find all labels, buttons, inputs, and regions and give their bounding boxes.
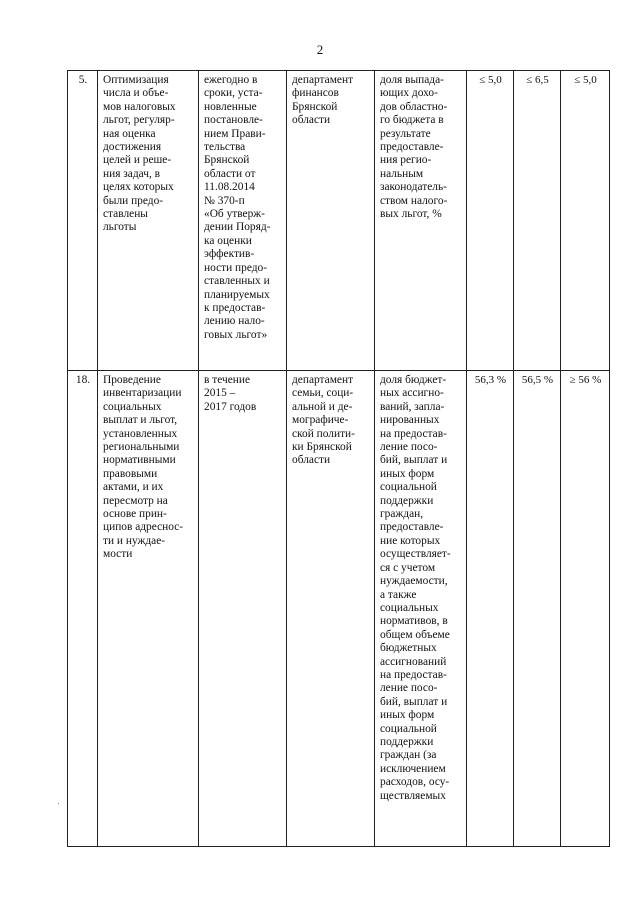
cell-line: области от xyxy=(204,167,256,180)
cell-line: постановле- xyxy=(204,114,263,127)
cell-line: Оптимизация xyxy=(103,74,169,86)
page-number: 2 xyxy=(316,42,324,57)
cell-line: ставлены xyxy=(103,208,148,221)
cell-line: ципов адреснос- xyxy=(103,521,184,534)
deadline-cell xyxy=(199,71,287,371)
cell-line: ассигнований xyxy=(380,655,447,668)
cell-line: социальной xyxy=(380,722,437,735)
cell-line: ния регио- xyxy=(380,154,432,167)
cell-line: результате xyxy=(380,127,431,140)
cell-line: бюджетных xyxy=(380,642,437,655)
cell-line: Брянской xyxy=(204,154,250,167)
cell-line: мографиче- xyxy=(292,414,349,427)
cell-line: региональными xyxy=(103,441,180,454)
cell-line: поддержки xyxy=(380,735,434,748)
cell-line: 2017 годов xyxy=(204,400,257,413)
cell-line: ющих дохо- xyxy=(380,87,438,100)
cell-line: расходов, осу- xyxy=(380,776,450,789)
cell-line: социальной xyxy=(380,481,437,494)
cell-line: финансов xyxy=(292,87,339,100)
row-number-cell: 18. xyxy=(68,371,98,847)
cell-line: департамент xyxy=(292,374,354,386)
cell-line: семьи, соци- xyxy=(292,387,354,400)
row-number-cell: 5. xyxy=(68,71,98,371)
cell-line: целей и реше- xyxy=(103,154,172,167)
cell-line: на предостав- xyxy=(380,427,447,440)
table-row xyxy=(68,71,610,371)
cell-line: альной и де- xyxy=(292,400,353,413)
cell-line: Брянской xyxy=(292,100,338,113)
cell-line: ление посо- xyxy=(380,682,438,695)
cell-line: ния задач, в xyxy=(103,167,161,180)
cell-line: выплат и льгот, xyxy=(103,414,178,427)
cell-line: Проведение xyxy=(103,374,161,386)
cell-line: основе прин- xyxy=(103,508,167,521)
cell-line: осуществляет- xyxy=(380,548,451,561)
cell-line: области xyxy=(292,454,331,467)
cell-line: иных форм xyxy=(380,467,435,480)
cell-line: «Об утверж- xyxy=(204,208,265,221)
executor-cell xyxy=(287,71,375,371)
cell-line: ка оценки xyxy=(204,234,252,247)
measure-cell xyxy=(98,71,199,371)
cell-line: предоставле- xyxy=(380,521,444,534)
value-2016-cell: ≤ 6,5 xyxy=(514,71,561,371)
cell-line: социальных xyxy=(380,601,439,614)
cell-line: тельства xyxy=(204,141,246,154)
scan-speck xyxy=(58,803,59,804)
cell-line: новленные xyxy=(204,100,257,113)
cell-line: планируемых xyxy=(204,288,270,301)
value-2017-cell: ≤ 5,0 xyxy=(561,71,610,371)
cell-line: нированных xyxy=(380,414,440,427)
cell-line: департамент xyxy=(292,74,354,86)
cell-line: общем объеме xyxy=(380,628,450,641)
cell-line: ние которых xyxy=(380,534,441,547)
table-row xyxy=(68,371,610,847)
cell-line: ности предо- xyxy=(204,261,268,274)
cell-line: бий, выплат и xyxy=(380,454,448,467)
cell-line: сроки, уста- xyxy=(204,87,263,100)
cell-line: граждан (за xyxy=(380,749,437,762)
cell-line: 2015 – xyxy=(204,387,236,400)
table-body xyxy=(68,71,610,847)
cell-line: ством налого- xyxy=(380,194,448,207)
cell-line: бий, выплат и xyxy=(380,695,448,708)
cell-line: правовыми xyxy=(103,467,158,480)
cell-line: доля выпада- xyxy=(380,74,444,86)
cell-line: льгот, регуляр- xyxy=(103,114,175,127)
cell-line: нальным xyxy=(380,167,424,180)
cell-line: ежегодно в xyxy=(204,74,258,86)
cell-line: ся с учетом xyxy=(380,561,436,574)
cell-line: иных форм xyxy=(380,709,435,722)
cell-line: ти и нуждае- xyxy=(103,534,166,547)
value-2016-cell: 56,5 % xyxy=(514,371,561,847)
cell-line: дов областно- xyxy=(380,100,448,113)
cell-line: говых льгот» xyxy=(204,328,268,341)
cell-line: нуждаемости, xyxy=(380,575,448,588)
cell-line: а также xyxy=(380,588,417,601)
cell-line: ная оценка xyxy=(103,127,156,140)
value-2015-cell: 56,3 % xyxy=(467,371,514,847)
cell-line: № 370-п xyxy=(204,194,245,207)
cell-line: к предостав- xyxy=(204,301,266,314)
cell-line: были предо- xyxy=(103,194,164,207)
cell-line: исключением xyxy=(380,762,446,775)
cell-line: льготы xyxy=(103,221,137,234)
measures-table xyxy=(67,70,610,847)
cell-line: ваний, запла- xyxy=(380,400,445,413)
value-2015-cell: ≤ 5,0 xyxy=(467,71,514,371)
cell-line: мости xyxy=(103,548,133,561)
cell-line: ных ассигно- xyxy=(380,387,444,400)
cell-line: в течение xyxy=(204,374,251,386)
cell-line: доля бюджет- xyxy=(380,374,447,386)
cell-line: нормативными xyxy=(103,454,176,467)
cell-line: дении Поряд- xyxy=(204,221,271,234)
cell-line: законодатель- xyxy=(380,181,447,194)
indicator-cell xyxy=(375,71,467,371)
executor-cell xyxy=(287,371,375,847)
cell-line: инвентаризации xyxy=(103,387,182,400)
cell-line: ществляемых xyxy=(380,789,446,802)
cell-line: на предостав- xyxy=(380,668,447,681)
cell-line: целях которых xyxy=(103,181,174,194)
cell-line: поддержки xyxy=(380,494,434,507)
cell-line: эффектив- xyxy=(204,248,255,261)
cell-line: граждан, xyxy=(380,508,424,521)
cell-line: ской полити- xyxy=(292,427,355,440)
cell-line: лению нало- xyxy=(204,315,265,328)
cell-line: мов налоговых xyxy=(103,100,176,113)
cell-line: пересмотр на xyxy=(103,494,168,507)
cell-line: актами, и их xyxy=(103,481,164,494)
cell-line: вых льгот, % xyxy=(380,208,442,221)
cell-line: области xyxy=(292,114,331,127)
measure-cell xyxy=(98,371,199,847)
deadline-cell xyxy=(199,371,287,847)
value-2017-cell: ≥ 56 % xyxy=(561,371,610,847)
cell-line: предоставле- xyxy=(380,141,444,154)
cell-line: нормативов, в xyxy=(380,615,448,628)
cell-line: ставленных и xyxy=(204,275,270,288)
cell-line: ление посо- xyxy=(380,441,438,454)
cell-line: числа и объе- xyxy=(103,87,169,100)
cell-line: достижения xyxy=(103,141,162,154)
indicator-cell xyxy=(375,371,467,847)
cell-line: 11.08.2014 xyxy=(204,181,255,194)
cell-line: го бюджета в xyxy=(380,114,444,127)
cell-line: установленных xyxy=(103,427,178,440)
cell-line: социальных xyxy=(103,400,162,413)
cell-line: нием Прави- xyxy=(204,127,266,140)
cell-line: ки Брянской xyxy=(292,441,352,454)
